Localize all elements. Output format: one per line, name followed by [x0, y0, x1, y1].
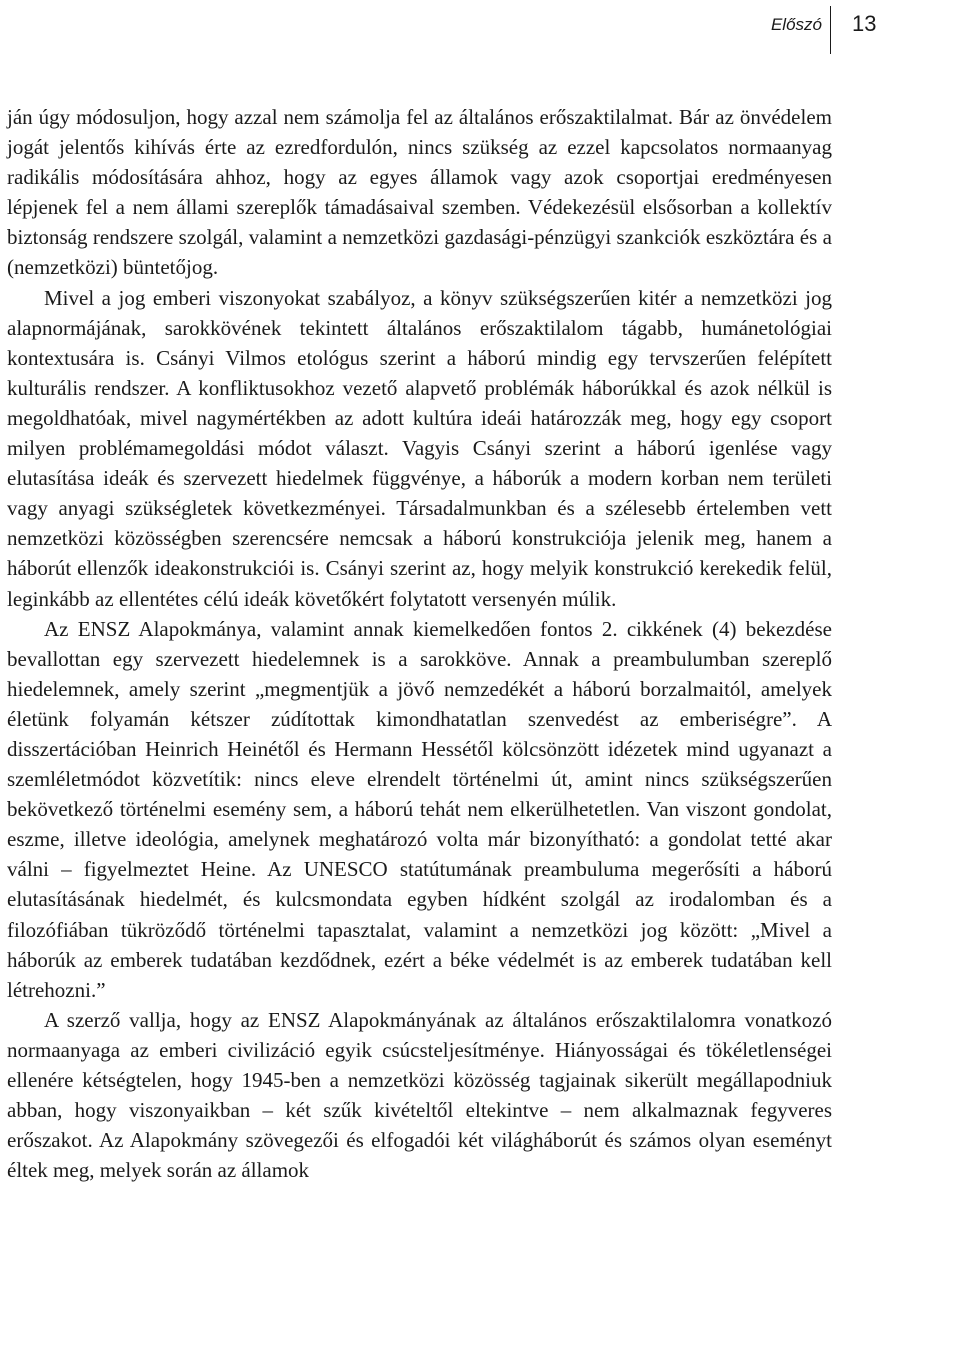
page-number: 13 [852, 11, 877, 36]
paragraph-3: Az ENSZ Alapokmánya, valamint annak kiemelkedően fontos 2. cikkének (4) bekezdése bevallottan egy szervezett hiedelemnek is a sarokköve. Annak a preambulumban szereplő hiedelemnek, amely szerint „megmentjük a jövő nemzedékét a háború borzalmaitól, amelyek életünk folyamán kétszer zúdítottak kimondhatatlan szenvedést az emberiségre”. A disszertációban Heinrich Heinétől és Hermann Hessétől kölcsönzött idézetek mind ugyanazt a szemléletmódot közvetítik: nincs eleve elrendelt történelmi út, amint nincs szükségszerűen bekövetkező történelmi esemény sem, a háború tehát nem elkerülhetetlen. Van viszont gondolat, eszme, illetve ideológia, amelynek meghatározó volta már bizonyítható: a gondolat tetté akar válni – figyelmeztet Heine. Az UNESCO statútumának preambuluma megerősíti a háború elutasításának hiedelmét, és kulcsmondata egyben hídként szolgál az irodalomban és a filozófiában tükröződő történelmi tapasztalat, valamint a nemzetközi jog között: „Mivel a háborúk az emberek tudatában kezdődnek, ezért a béke védelmét is az emberek tudatában kell létrehozni.” [7, 616, 832, 1002]
running-header [0, 0, 960, 56]
section-title: Előszó [770, 15, 822, 34]
paragraph-4: A szerző vallja, hogy az ENSZ Alapokmányának az általános erőszaktilalomra vonatkozó normaanyaga az emberi civilizáció egyik csúcsteljesítménye. Hiányosságai és tökéletlenségei ellenére kétségtelen, hogy 1945-ben a nemzetközi közösség tagjainak sikerült megállapodniuk abban, hogy viszonyaikban – két szűk kivételtől eltekintve – nem alkalmaznak fegyveres erőszakot. Az Alapokmány szövegezői és elfogadói két világháborút és számos olyan eseményt éltek meg, melyek során az államok [7, 1007, 832, 1183]
body-text [7, 102, 832, 1185]
paragraph-1: ján úgy módosuljon, hogy azzal nem számolja fel az általános erőszaktilalmat. Bár az önvédelem jogát jelentős kihívás érte az ezredfordulón, nincs szükség az ezzel kapcsolatos normaanyag radikális módosítására ahhoz, hogy az egyes államok vagy azok csoportjai eredményesen lépjenek fel a nem állami szereplők támadásaival szemben. Védekezésül elsősorban a kollektív biztonság rendszere szolgál, valamint a nemzetközi gazdasági-pénzügyi szankciók eszköztára és a (nemzetközi) büntetőjog. [7, 105, 832, 280]
header-divider [830, 6, 831, 54]
paragraph-2: Mivel a jog emberi viszonyokat szabályoz, a könyv szükségszerűen kitér a nemzetközi jog alapnormájának, sarokkövének tekintett általános erőszaktilalom tágabb, humánetológiai kontextusára is. Csányi Vilmos etológus szerint a háború mindig egy tervszerűen felépített kulturális rendszer. A konfliktusokhoz vezető alapvető problémák háborúkkal és azok nélkül is megoldhatóak, mivel nagymértékben az adott kultúra ideái határozzák meg, hogy egy csoport milyen problémamegoldási módot választ. Vagyis Csányi szerint a háború igenlése vagy elutasítása ideák és szervezett hiedelmek függvénye, a háborúk a modern korban nem területi vagy anyagi szükségletek következményei. Társadalmunkban és a szélesebb értelemben vett nemzetközi közösségben szerencsére nemcsak a háború konstrukciója jelenik meg, hanem a háborút ellenzők ideakonstrukciói is. Csányi szerint az, hogy melyik konstrukció kerekedik felül, leginkább az ellentétes célú ideák követőkért folytatott versenyén múlik. [7, 285, 832, 611]
